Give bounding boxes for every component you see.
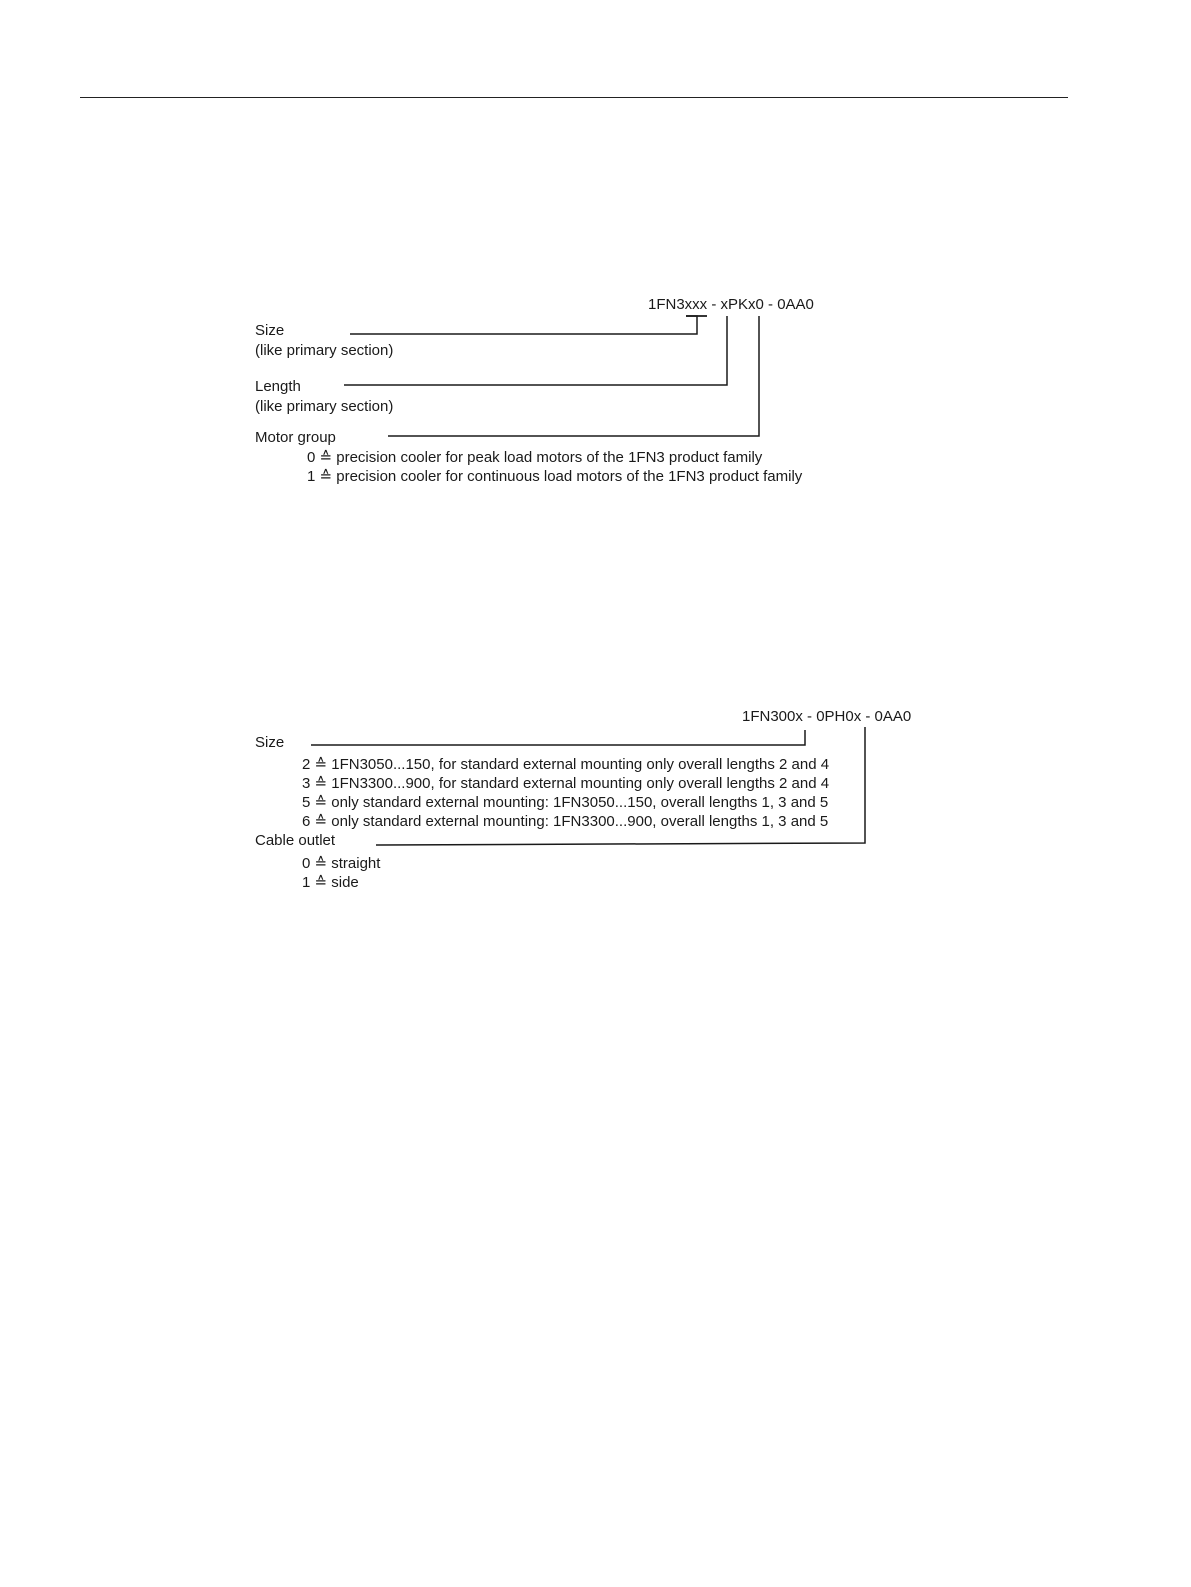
order-code-2: 1FN300x - 0PH0x - 0AA0 [742,708,912,725]
size-option-6: 6 ≙ only standard external mounting: 1FN3300...900, overall lengths 1, 3 and 5 [302,813,829,830]
size-leader-line-2 [311,730,805,745]
cable-outlet-option-0: 0 ≙ straight [302,855,381,872]
length-label: Length [255,378,301,395]
cable-outlet-option-1: 1 ≙ side [302,874,359,891]
size-option-2: 2 ≙ 1FN3050...150, for standard external mounting only overall lengths 2 and 4 [302,756,830,773]
size-option-3: 3 ≙ 1FN3300...900, for standard external mounting only overall lengths 2 and 4 [302,775,830,792]
cable-outlet-label: Cable outlet [255,832,336,849]
size-label-2: Size [255,734,285,751]
motor-group-option-1: 1 ≙ precision cooler for continuous load motors of the 1FN3 product family [307,468,803,485]
motor-group-label: Motor group [255,429,336,446]
size-label: Size [255,322,285,339]
length-note: (like primary section) [255,398,394,415]
size-note: (like primary section) [255,342,394,359]
size-option-5: 5 ≙ only standard external mounting: 1FN3050...150, overall lengths 1, 3 and 5 [302,794,829,811]
motor-group-option-0: 0 ≙ precision cooler for peak load motors of the 1FN3 product family [307,449,763,466]
order-code-1: 1FN3xxx - xPKx0 - 0AA0 [648,296,814,313]
